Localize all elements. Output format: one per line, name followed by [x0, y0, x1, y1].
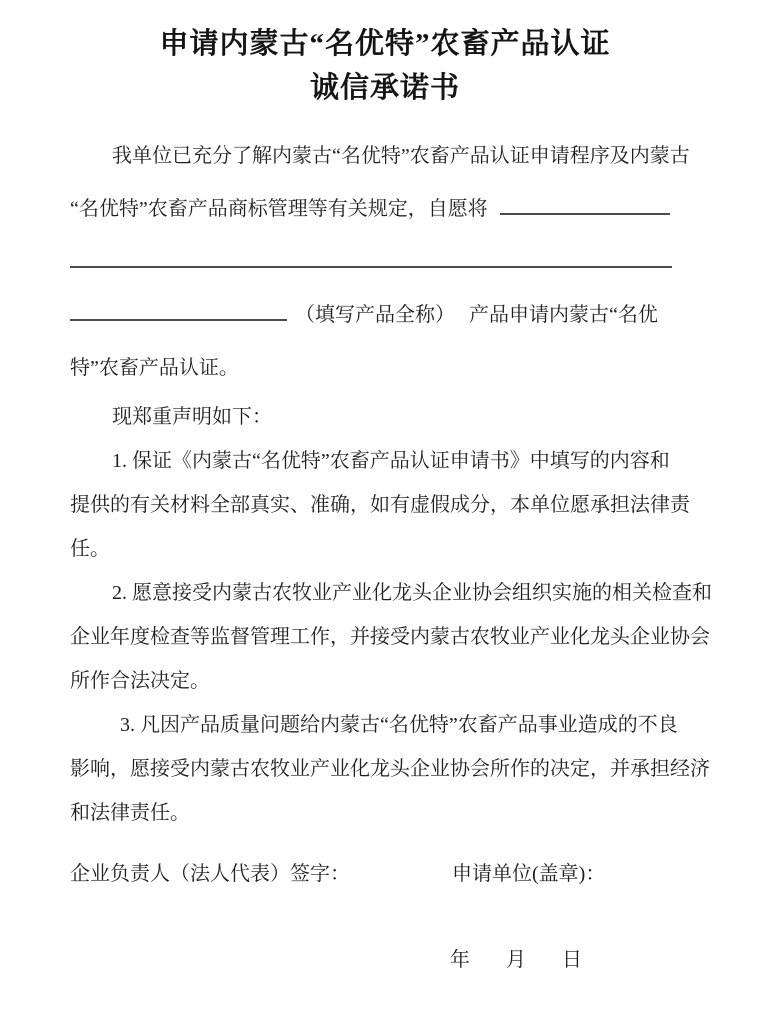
day-label: 日: [562, 949, 582, 971]
document-title: [0, 0, 770, 110]
item3-line1: 3. 凡因产品质量问题给内蒙古“名优特”农畜产品事业造成的不良: [120, 714, 678, 736]
responsible-person-signature-label: 企业负责人（法人代表）签字：: [70, 863, 350, 885]
product-name-blank-field-1[interactable]: [500, 212, 670, 215]
document-body: [0, 110, 770, 982]
declaration-intro: 现郑重声明如下：: [112, 406, 272, 428]
paragraph1-line4: [70, 289, 702, 342]
item2-line2: 企业年度检查等监督管理工作，并接受内蒙古农牧业产业化龙头企业协会: [70, 626, 710, 648]
item1-line1: 1. 保证《内蒙古“名优特”农畜产品认证申请书》中填写的内容和: [112, 450, 670, 472]
item2-line1: 2. 愿意接受内蒙古农牧业产业化龙头企业协会组织实施的相关检查和: [112, 582, 712, 604]
document-title-line1: 申请内蒙古“名优特”农畜产品认证: [159, 28, 611, 60]
document-title-line2: 诚信承诺书: [309, 72, 460, 104]
item1-line3: 任。: [70, 538, 110, 560]
item2-line3: 所作合法决定。: [70, 670, 210, 692]
paragraph1-line1: 我单位已充分了解内蒙古“名优特”农畜产品认证申请程序及内蒙古: [112, 145, 690, 167]
year-label: 年: [450, 949, 470, 971]
item3-line3: 和法律责任。: [70, 802, 190, 824]
product-name-blank-field-2[interactable]: [70, 265, 672, 268]
item3-line2: 影响，愿接受内蒙古农牧业产业化龙头企业协会所作的决定，并承担经济: [70, 758, 710, 780]
signature-row: [70, 852, 702, 896]
paragraph1-line5: 特”农畜产品认证。: [70, 357, 239, 379]
paragraph1-line2: [70, 183, 702, 236]
fill-hint-label: （填写产品全称）: [295, 304, 455, 326]
date-row: [450, 938, 702, 982]
paragraph1-line4-text: 产品申请内蒙古“名优: [469, 304, 658, 326]
paragraph1-line3: [70, 236, 702, 289]
month-label: 月: [506, 949, 526, 971]
paragraph1-line2-text: “名优特”农畜产品商标管理等有关规定，自愿将: [70, 198, 488, 220]
item1-line2: 提供的有关材料全部真实、准确，如有虚假成分，本单位愿承担法律责: [70, 494, 690, 516]
applicant-unit-seal-label: 申请单位(盖章)：: [452, 863, 606, 885]
product-name-blank-field-3[interactable]: [70, 318, 287, 321]
